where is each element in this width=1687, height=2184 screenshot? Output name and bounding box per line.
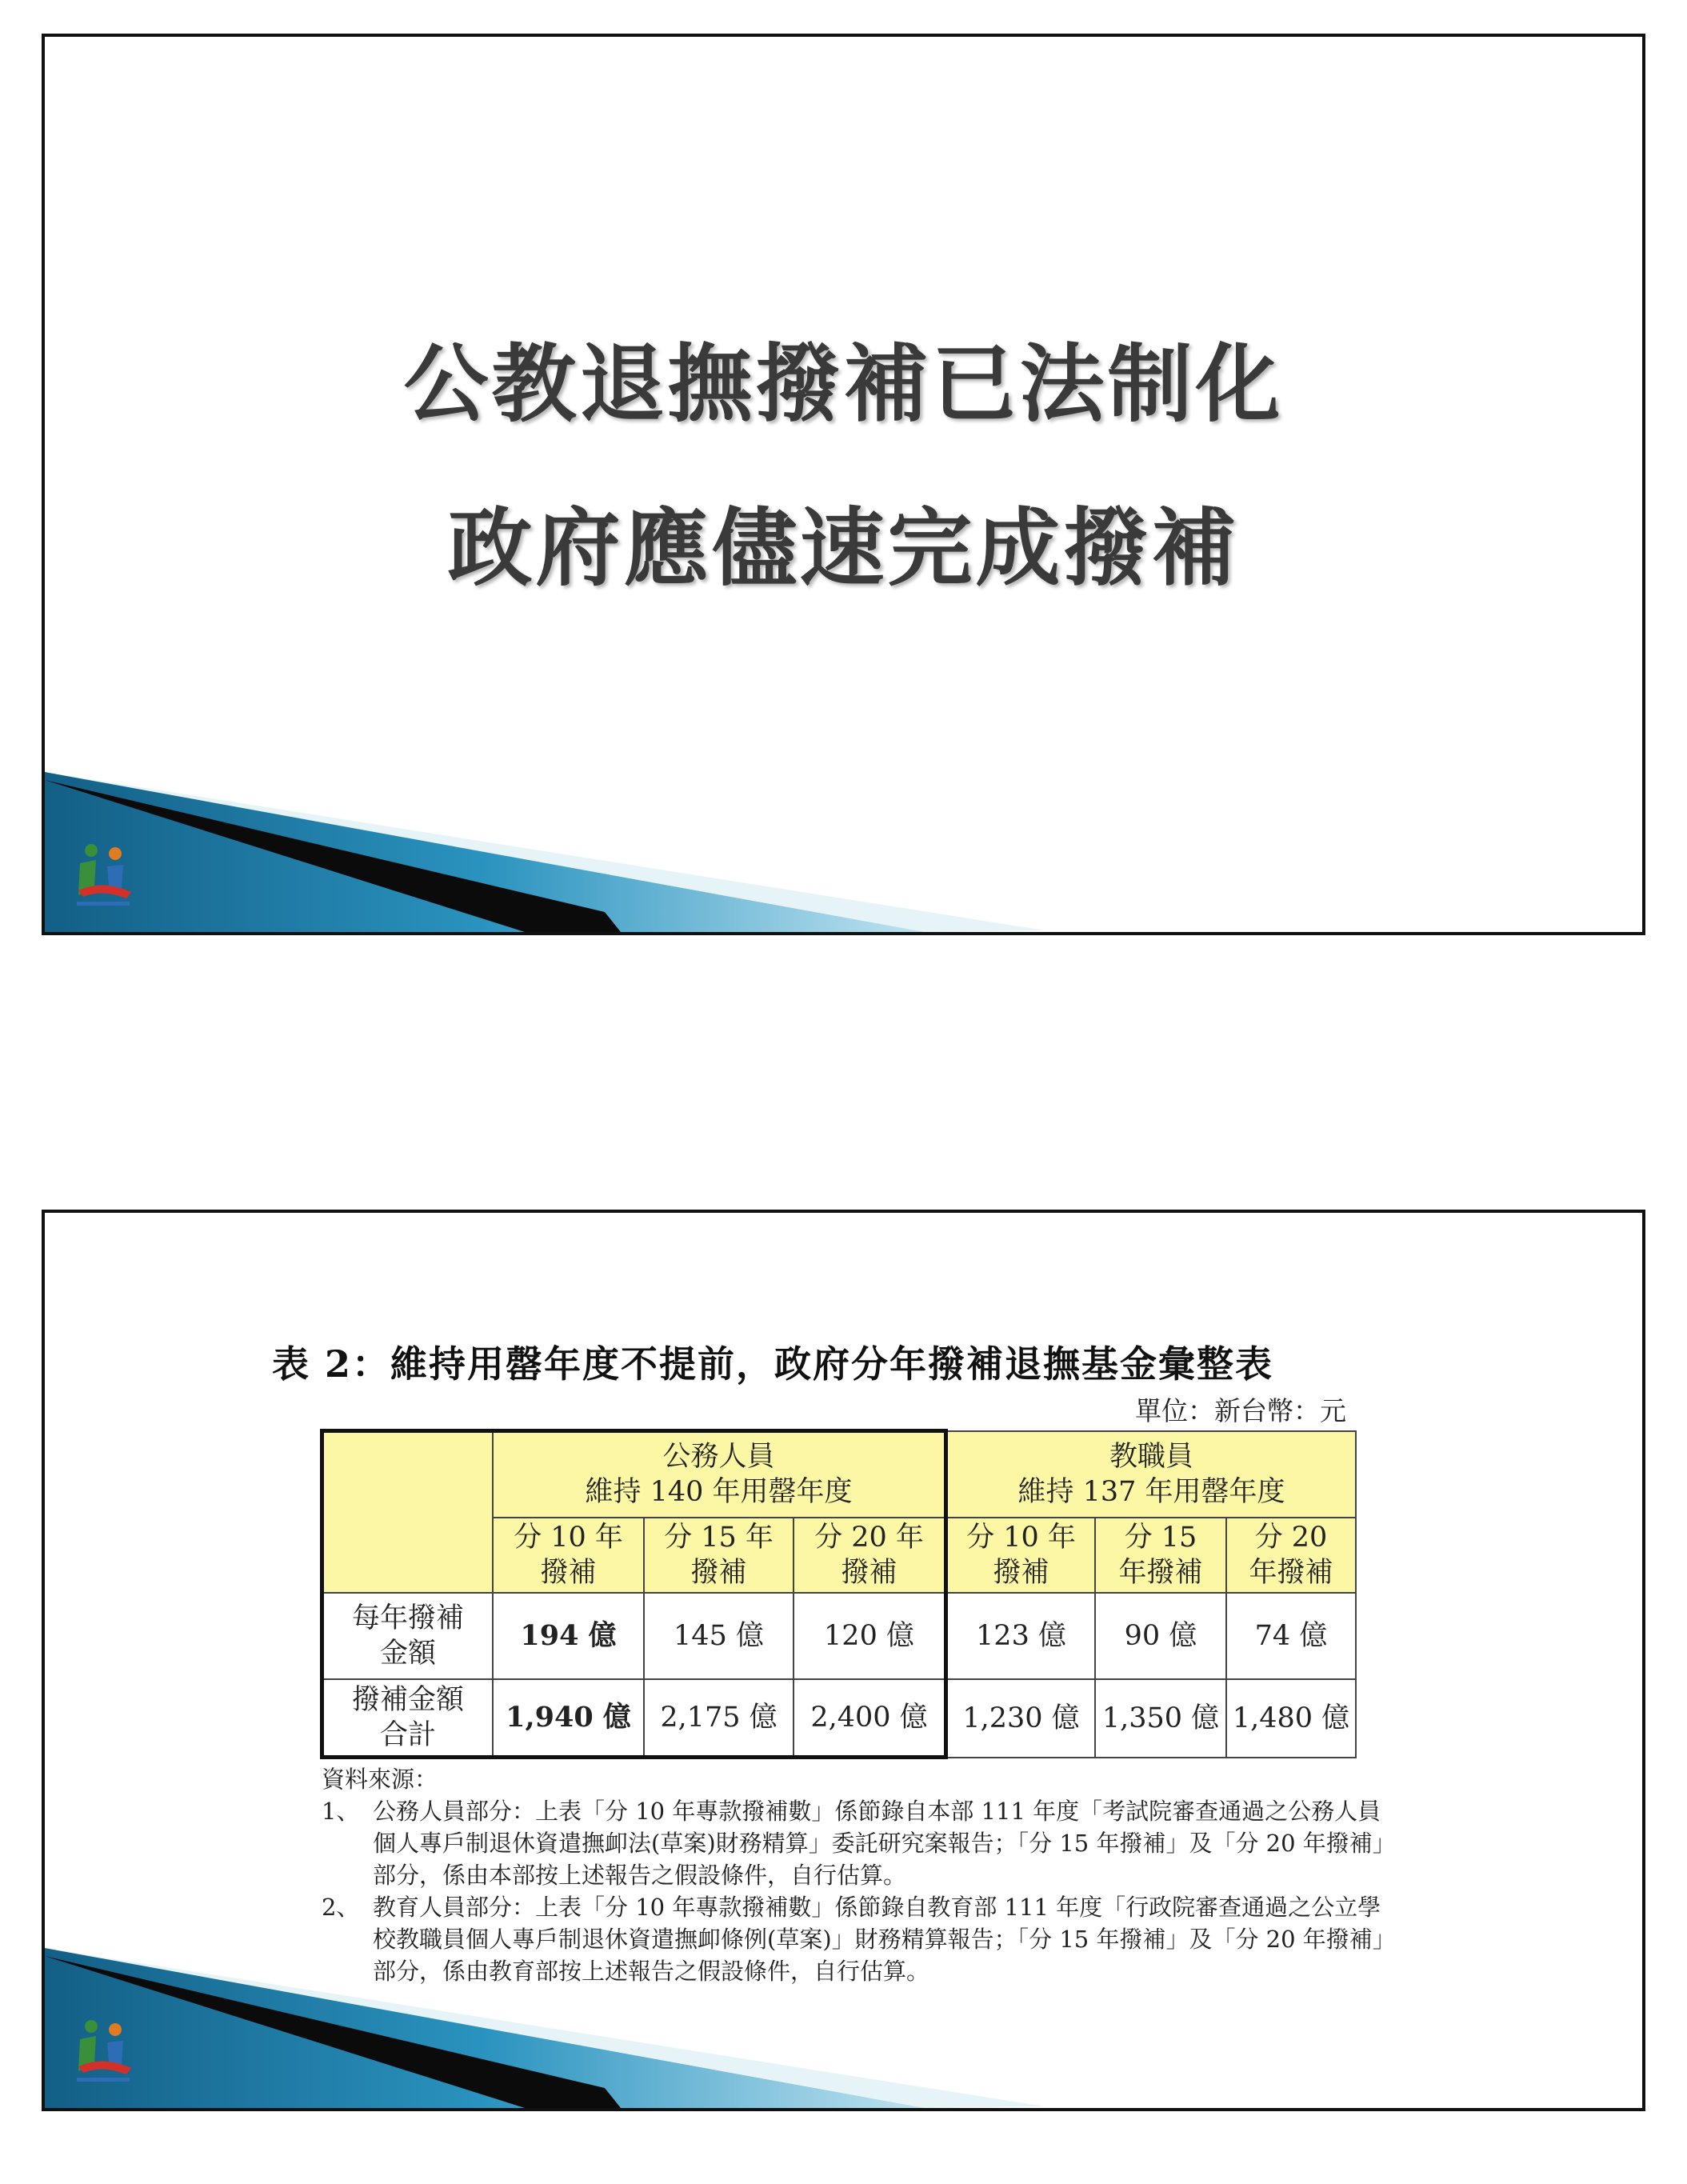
subheader-cell: 分 20 年 撥補 bbox=[794, 1518, 946, 1593]
people-logo-icon bbox=[62, 839, 142, 911]
table-corner-cell bbox=[322, 1431, 494, 1593]
table-cell: 90 億 bbox=[1095, 1593, 1226, 1679]
table-cell: 123 億 bbox=[946, 1593, 1096, 1679]
table-row bbox=[322, 1679, 1357, 1758]
group-header-line1: 公務人員 bbox=[662, 1441, 775, 1474]
table-cell: 120 億 bbox=[794, 1593, 946, 1679]
note-text: 教育人員部分：上表「分 10 年專款撥補數」係節錄自教育部 111 年度「行政院審查通過之公立學校教職員個人專戶制退休資遣撫卹條例(草案)」財務精算報告；「分 15 年撥補」及「分 20 年撥補」部分，係由教育部按上述報告之假設條件，自行估算。 bbox=[373, 1894, 1385, 1985]
note-number: 1、 bbox=[322, 1798, 360, 1825]
group-header-teachers bbox=[946, 1431, 1357, 1518]
group-header-civil-servants bbox=[493, 1431, 946, 1518]
row-header-annual: 每年撥補 金額 bbox=[322, 1593, 494, 1679]
note-text: 公務人員部分：上表「分 10 年專款撥補數」係節錄自本部 111 年度「考試院審查通過之公務人員個人專戶制退休資遣撫卹法(草案)財務精算」委託研究案報告；「分 15 年撥補」及「分 20 年撥補」部分，係由本部按上述報告之假設條件，自行估算。 bbox=[373, 1798, 1385, 1889]
table-title: 表 2：維持用罄年度不提前，政府分年撥補退撫基金彙整表 bbox=[272, 1342, 1274, 1386]
table-cell: 2,400 億 bbox=[794, 1679, 946, 1758]
slide-1 bbox=[42, 34, 1645, 935]
subheader-cell: 分 10 年 撥補 bbox=[946, 1518, 1096, 1593]
note-item bbox=[322, 1795, 1393, 1891]
group-header-line2: 維持 137 年用罄年度 bbox=[1017, 1475, 1285, 1508]
table-cell: 1,480 億 bbox=[1226, 1679, 1356, 1758]
slide-title-line-2: 政府應儘速完成撥補 bbox=[447, 499, 1240, 598]
blue-swoosh-decoration bbox=[45, 1948, 1085, 2108]
people-logo-icon bbox=[62, 2015, 142, 2087]
table-cell: 1,350 億 bbox=[1095, 1679, 1226, 1758]
group-header-line1: 教職員 bbox=[1109, 1440, 1193, 1473]
pension-subsidy-table bbox=[320, 1429, 1357, 1759]
table-cell: 1,230 億 bbox=[946, 1679, 1096, 1758]
notes-label: 資料來源： bbox=[322, 1766, 438, 1793]
group-header-line2: 維持 140 年用罄年度 bbox=[585, 1476, 853, 1509]
subheader-cell: 分 10 年 撥補 bbox=[493, 1518, 644, 1593]
table-row bbox=[322, 1593, 1357, 1679]
subheader-cell: 分 15 年撥補 bbox=[1095, 1518, 1226, 1593]
subheader-cell: 分 20 年撥補 bbox=[1226, 1518, 1356, 1593]
unit-label: 單位：新台幣：元 bbox=[1135, 1395, 1346, 1426]
blue-swoosh-decoration bbox=[45, 772, 1085, 932]
table-cell: 74 億 bbox=[1226, 1593, 1356, 1679]
row-header-total: 撥補金額 合計 bbox=[322, 1679, 494, 1758]
slide-title-line-1: 公教退撫撥補已法制化 bbox=[403, 335, 1284, 434]
table-cell: 1,940 億 bbox=[493, 1679, 644, 1758]
table-cell: 145 億 bbox=[644, 1593, 794, 1679]
slide-2 bbox=[42, 1210, 1645, 2111]
note-number: 2、 bbox=[322, 1894, 360, 1921]
subheader-cell: 分 15 年 撥補 bbox=[644, 1518, 794, 1593]
table-cell: 2,175 億 bbox=[644, 1679, 794, 1758]
table-cell: 194 億 bbox=[493, 1593, 644, 1679]
